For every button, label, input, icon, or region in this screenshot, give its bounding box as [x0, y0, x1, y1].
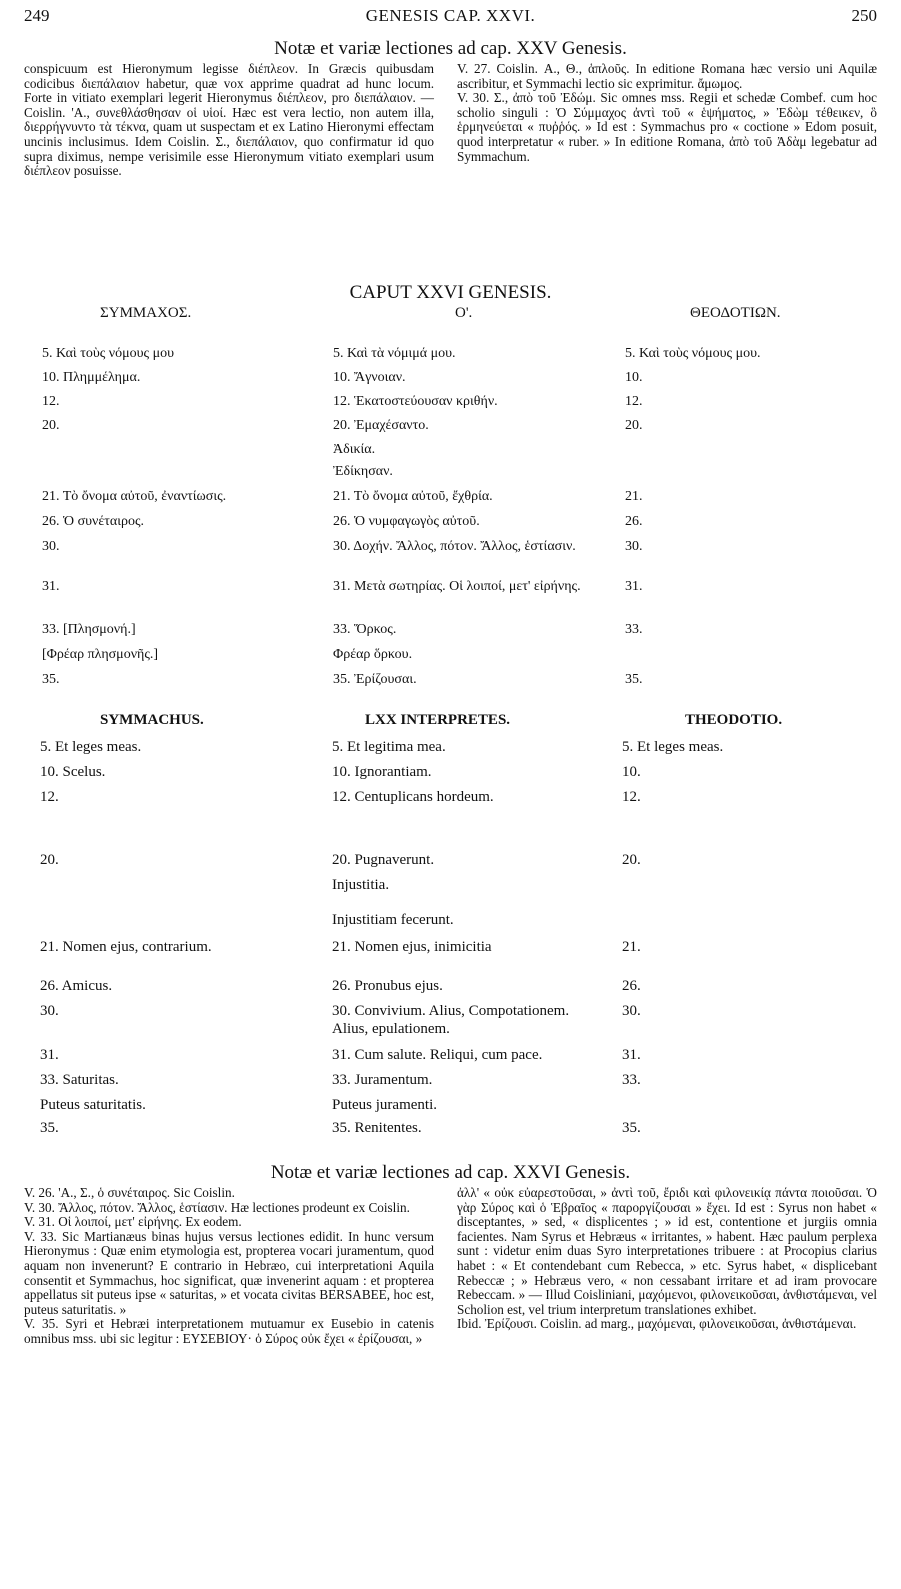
greek-cell-r11-c1: Φρέαρ ὅρκου. [333, 647, 413, 662]
greek-cell-r6-c2: 21. [625, 489, 643, 504]
latin-cell-r7-c2: 26. [622, 978, 641, 994]
latin-cell-r10-c2: 33. [622, 1072, 641, 1088]
latin-cell-r0-c2: 5. Et leges meas. [622, 739, 724, 755]
latin-cell-r1-c2: 10. [622, 764, 641, 780]
greek-cell-r3-c1: 20. Ἐμαχέσαντο. [333, 418, 429, 433]
greek-cell-r6-c1: 21. Τὸ ὄνομα αὐτοῦ, ἔχθρία. [333, 489, 493, 504]
greek-header-symmachus: ΣΥΜΜΑΧΟΣ. [100, 305, 192, 321]
running-header [24, 6, 877, 26]
latin-header-symmachus: SYMMACHUS. [100, 712, 204, 728]
greek-cell-r10-c1: 33. Ὅρκος. [333, 622, 397, 637]
greek-cell-r10-c2: 33. [625, 622, 643, 637]
greek-cell-r7-c1: 26. Ὁ νυμφαγωγὸς αὐτοῦ. [333, 514, 480, 529]
notes-bottom-left-v35: V. 35. Syri et Hebræi interpretationem mutuamur ex Eusebio in catenis omnibus mss. ubi sic legitur : ΕΥΣΕΒΙΟΥ· ὁ Σύρος οὐκ ἔχει « ἐρίζουσαι, » [24, 1316, 434, 1346]
latin-cell-r12-c0: 35. [40, 1120, 59, 1136]
latin-cell-r12-c2: 35. [622, 1120, 641, 1136]
greek-cell-r9-c0: 31. [42, 579, 60, 594]
page-number-left: 249 [24, 6, 50, 25]
notes-top-left [24, 62, 434, 179]
greek-cell-r1-c2: 10. [625, 370, 643, 385]
notes-top-right-p1: V. 27. Coislin. Α., Θ., ἁπλοῦς. In editione Romana hæc versio uni Aquilæ ascribitur, et Symmachi lectio sic exprimitur. ἄμωμος. [457, 61, 877, 91]
greek-cell-r0-c0: 5. Καὶ τοὺς νόμους μου [42, 346, 175, 361]
greek-cell-r3-c2: 20. [625, 418, 643, 433]
latin-cell-r0-c0: 5. Et leges meas. [40, 739, 142, 755]
latin-cell-r0-c1: 5. Et legitima mea. [332, 739, 446, 755]
greek-cell-r10-c0: 33. [Πλησμονή.] [42, 622, 136, 637]
latin-cell-r5-c1: Injustitiam fecerunt. [332, 912, 454, 928]
greek-cell-r9-c2: 31. [625, 579, 643, 594]
notes-bottom-left-v31: V. 31. Οἱ λοιποί, μετ' εἰρήνης. Ex eodem. [24, 1214, 242, 1230]
greek-cell-r0-c1: 5. Καὶ τὰ νόμιμά μου. [333, 346, 456, 361]
latin-cell-r9-c2: 31. [622, 1047, 641, 1063]
latin-cell-r8-c1: 30. Convivium. Alius, Compotationem. Alius, epulationem. [332, 1003, 570, 1037]
greek-cell-r9-c1: 31. Μετὰ σωτηρίας. Οἱ λοιποί, μετ' εἰρήνης. [333, 579, 581, 594]
caput-title: CAPUT XXVI GENESIS. [349, 282, 552, 303]
greek-cell-r8-c1: 30. Δοχήν. Ἄλλος, πότον. Ἄλλος, ἑστίασιν. [333, 539, 576, 554]
latin-cell-r8-c2: 30. [622, 1003, 641, 1019]
latin-cell-r8-c0: 30. [40, 1003, 59, 1019]
greek-cell-r4-c1: Ἀδικία. [333, 442, 376, 457]
notes-bottom-right-p1: ἀλλ' « οὐκ εὐαρεστοῦσαι, » ἀντὶ τοῦ, ἔριδι καὶ φιλονεικίᾳ πάντα ποιοῦσαι. Ὁ γὰρ Σύρος καὶ ὁ Ἑβραῖος « παροργίζουσαι » ἔχει. Id est : Syrus non habet « disceptantes, » sed, « displicentes ; » id est, contentione et jurgiis omnia facientes. Nam Syrus et Hebræus « irritantes, » habent. Hæc paulum perplexa sunt : videtur enim duas Syro interpretationes tribuere : at Procopius clarius habet : « Et contendebant cum Rebecca, » etc. Syrus habet, « displicebant Rebeccæ ; » Hebræus vero, « non cessabant irritare et ad iram provocare Rebeccam. » — Illud Coisliniani, μαχόμενοι, φιλονεικοῦσαι, ἀνθιστάμεναι, vel Scholion est, vel trium interpretum translationes exhibet. [457, 1185, 877, 1317]
latin-header-lxx: LXX INTERPRETES. [365, 712, 511, 728]
greek-cell-r7-c2: 26. [625, 514, 643, 529]
greek-cell-r2-c1: 12. Ἑκατοστεύουσαν κριθήν. [333, 394, 498, 409]
greek-cell-r1-c1: 10. Ἄγνοιαν. [333, 370, 406, 385]
greek-cell-r0-c2: 5. Καὶ τοὺς νόμους μου. [625, 346, 761, 361]
latin-cell-r6-c0: 21. Nomen ejus, contrarium. [40, 939, 212, 955]
greek-header-theodotion: ΘΕΟΔΟΤΙΩΝ. [690, 305, 781, 321]
latin-cell-r11-c0: Puteus saturitatis. [40, 1097, 146, 1113]
latin-header-theodotio: THEODOTIO. [685, 712, 783, 728]
notes-top-right [457, 62, 877, 164]
notes-bottom-right-p2: Ibid. Ἐρίζουσι. Coislin. ad marg., μαχόμεναι, φιλονεικοῦσαι, ἀνθιστάμεναι. [457, 1316, 857, 1332]
notes-top-title: Notæ et variæ lectiones ad cap. XXV Genesis. [274, 38, 627, 59]
notes-top-left-text: conspicuum est Hieronymum legisse διέπλεον. In Græcis quibusdam codicibus διεπάλαιον habetur, quæ vox apprime quadrat ad hunc locum. Forte in vitiato exemplari legerit Hieronymus διέπλεον, pro διεπάλαιον. — Coislin. 'Α., συνεθλάσθησαν οἱ υἱοί. Hæc est vera lectio, non autem illa, διερρήγνυντο τὰ τέκνα, quam ut suspectam et ex Latino Hieronymi effectam uncinis inclusimus. Idem Coislin. Σ., διεπάλαιον, quo confirmatur id quo supra diximus, nempe verisimile esse Hieronymum vitiato exemplari usum διέπλεον posuisse. [24, 61, 434, 179]
greek-cell-r2-c2: 12. [625, 394, 643, 409]
greek-cell-r1-c0: 10. Πλημμέλημα. [42, 370, 141, 385]
notes-bottom-left-v26: V. 26. 'Α., Σ., ὁ συνέταιρος. Sic Coislin. [24, 1185, 235, 1200]
latin-cell-r2-c2: 12. [622, 789, 641, 805]
greek-cell-r12-c0: 35. [42, 672, 60, 687]
notes-bottom-left-v30: V. 30. Ἄλλος, πότον. Ἄλλος, ἑστίασιν. Hæ lectiones prodeunt ex Coislin. [24, 1199, 410, 1215]
greek-cell-r12-c2: 35. [625, 672, 643, 687]
greek-cell-r8-c2: 30. [625, 539, 643, 554]
notes-bottom-right [457, 1186, 877, 1332]
latin-cell-r3-c1: 20. Pugnaverunt. [332, 852, 435, 868]
latin-cell-r3-c2: 20. [622, 852, 641, 868]
greek-cell-r12-c1: 35. Ἐρίζουσαι. [333, 672, 417, 687]
latin-cell-r1-c0: 10. Scelus. [40, 764, 106, 780]
latin-cell-r6-c2: 21. [622, 939, 641, 955]
greek-cell-r11-c0: [Φρέαρ πλησμονῆς.] [42, 647, 159, 662]
latin-cell-r12-c1: 35. Renitentes. [332, 1120, 422, 1136]
latin-cell-r10-c0: 33. Saturitas. [40, 1072, 119, 1088]
running-title: GENESIS CAP. XXVI. [365, 6, 536, 25]
greek-cell-r6-c0: 21. Τὸ ὄνομα αὐτοῦ, ἐναντίωσις. [42, 489, 227, 504]
latin-cell-r1-c1: 10. Ignorantiam. [332, 764, 432, 780]
latin-cell-r2-c1: 12. Centuplicans hordeum. [332, 789, 494, 805]
greek-cell-r3-c0: 20. [42, 418, 60, 433]
greek-header-lxx: Ο'. [455, 305, 473, 321]
notes-top-right-p2: V. 30. Σ., ἀπὸ τοῦ Ἐδώμ. Sic omnes mss. Regii et schedæ Combef. cum hoc scholio singuli : Ὁ Σύμμαχος ἀντὶ τοῦ « ἑψήματος, » Ἐδὼμ τέθεικεν, ὃ ἑρμηνεύεται « πυῤῥός. » Id est : Symmachus pro « coctione » Edom posuit, quod interpretatur « ruber. » In editione Romana, ἀπὸ τοῦ Ἀδὰμ legebatur ad Symmachum. [457, 90, 877, 164]
notes-bottom-left-v33: V. 33. Sic Martianæus binas hujus versus lectiones edidit. In hunc versum Hieronymus : Quæ enim etymologia est, propterea vocari juramentum, quod aquam non invenerunt? E contrario in Hebræo, cui interpretationi Aquila consentit et Symmachus, hoc significat, quæ invenerint aquam : et propterea appellatus sit puteus ipse « saturitas, » et vocata civitas BERSABEE, hoc est, puteus saturitatis. » [24, 1228, 434, 1317]
latin-cell-r2-c0: 12. [40, 789, 59, 805]
greek-cell-r2-c0: 12. [42, 394, 60, 409]
latin-cell-r6-c1: 21. Nomen ejus, inimicitia [332, 939, 492, 955]
page-number-right: 250 [851, 6, 877, 25]
notes-bottom-left [24, 1186, 434, 1347]
greek-cell-r7-c0: 26. Ὁ συνέταιρος. [42, 514, 145, 529]
latin-cell-r7-c0: 26. Amicus. [40, 978, 113, 994]
greek-cell-r5-c1: Ἐδίκησαν. [333, 464, 393, 479]
latin-cell-r10-c1: 33. Juramentum. [332, 1072, 433, 1088]
latin-cell-r3-c0: 20. [40, 852, 59, 868]
greek-cell-r8-c0: 30. [42, 539, 60, 554]
latin-cell-r11-c1: Puteus juramenti. [332, 1097, 437, 1113]
latin-cell-r4-c1: Injustitia. [332, 877, 390, 893]
notes-bottom-title: Notæ et variæ lectiones ad cap. XXVI Genesis. [270, 1162, 631, 1183]
latin-cell-r9-c0: 31. [40, 1047, 59, 1063]
latin-cell-r7-c1: 26. Pronubus ejus. [332, 978, 443, 994]
latin-cell-r9-c1: 31. Cum salute. Reliqui, cum pace. [332, 1047, 543, 1063]
